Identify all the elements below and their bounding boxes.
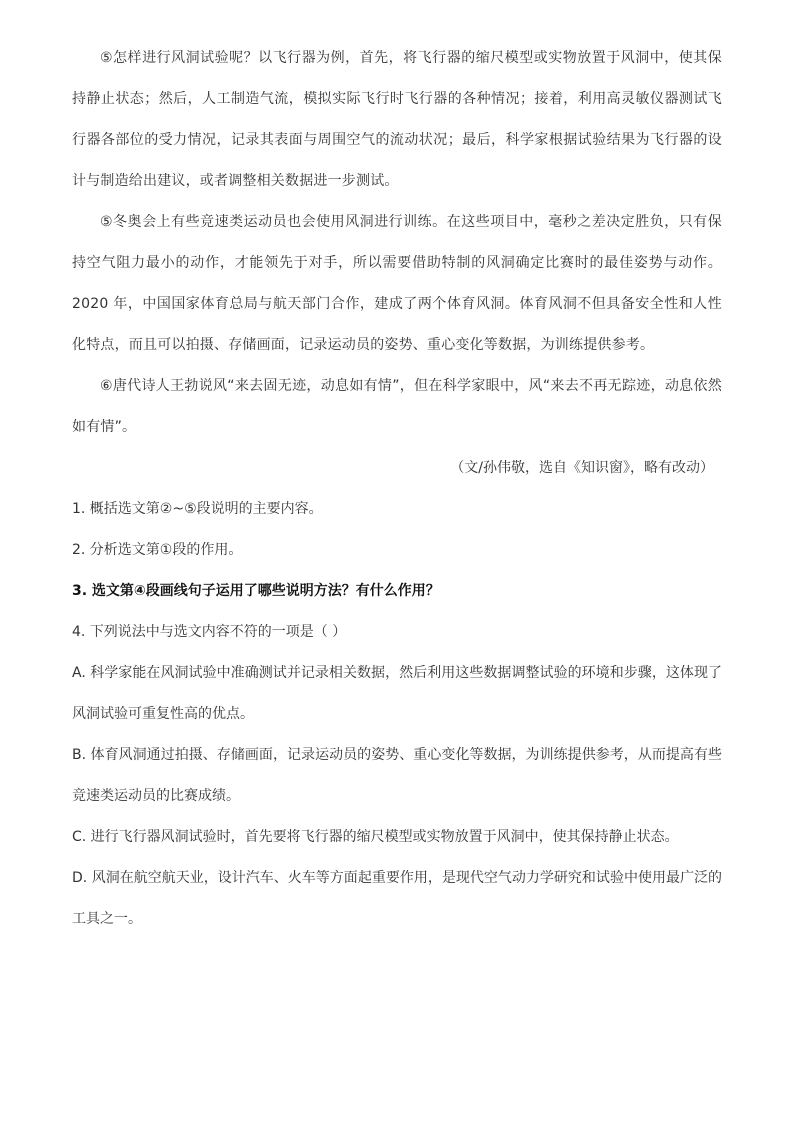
question-3: 3. 选文第④段画线句子运用了哪些说明方法？有什么作用？ — [72, 583, 440, 599]
option-a: A. 科学家能在风洞试验中准确测试并记录相关数据，然后利用这些数据调整试验的环境和步骤，这体现了风洞试验可重复性高的优点。 — [72, 665, 722, 722]
paragraph-poet-quote: ⑥唐代诗人王勃说风“来去固无迹，动息如有情”，但在科学家眼中，风“来去不再无踪迹，动息依然如有情”。 — [72, 378, 722, 435]
article-source: （文/孙伟敬，选自《知识窗》，略有改动） — [450, 460, 714, 476]
paragraph-winter-olympics-training: ⑤冬奥会上有些竞速类运动员也会使用风洞进行训练。在这些项目中，毫秒之差决定胜负，只有保持空气阻力最小的动作，才能领先于对手，所以需要借助特制的风洞确定比赛时的最佳姿势与动作。2020 年，中国国家体育总局与航天部门合作，建成了两个体育风洞。体育风洞不但具备安全性和人性化特点，而且可以拍摄、存储画面，记录运动员的姿势、重心变化等数据，为训练提供参考。 — [72, 214, 722, 353]
option-b: B. 体育风洞通过拍摄、存储画面，记录运动员的姿势、重心变化等数据，为训练提供参考，从而提高有些竞速类运动员的比赛成绩。 — [72, 747, 722, 804]
option-d: D. 风洞在航空航天业，设计汽车、火车等方面起重要作用，是现代空气动力学研究和试验中使用最广泛的工具之一。 — [72, 870, 722, 927]
question-4: 4. 下列说法中与选文内容不符的一项是（ ） — [72, 624, 347, 640]
question-2: 2. 分析选文第①段的作用。 — [72, 542, 243, 558]
question-1: 1. 概括选文第②~⑤段说明的主要内容。 — [72, 501, 323, 517]
paragraph-wind-tunnel-test-steps: ⑤怎样进行风洞试验呢？以飞行器为例，首先，将飞行器的缩尺模型或实物放置于风洞中，使其保持静止状态；然后，人工制造气流，模拟实际飞行时飞行器的各种情况；接着，利用高灵敏仪器测试飞行器各部位的受力情况，记录其表面与周围空气的流动状况；最后，科学家根据试验结果为飞行器的设计与制造给出建议，或者调整相关数据进一步测试。 — [72, 50, 722, 189]
option-c: C. 进行飞行器风洞试验时，首先要将飞行器的缩尺模型或实物放置于风洞中，使其保持静止状态。 — [72, 829, 679, 845]
document-page — [72, 38, 722, 940]
